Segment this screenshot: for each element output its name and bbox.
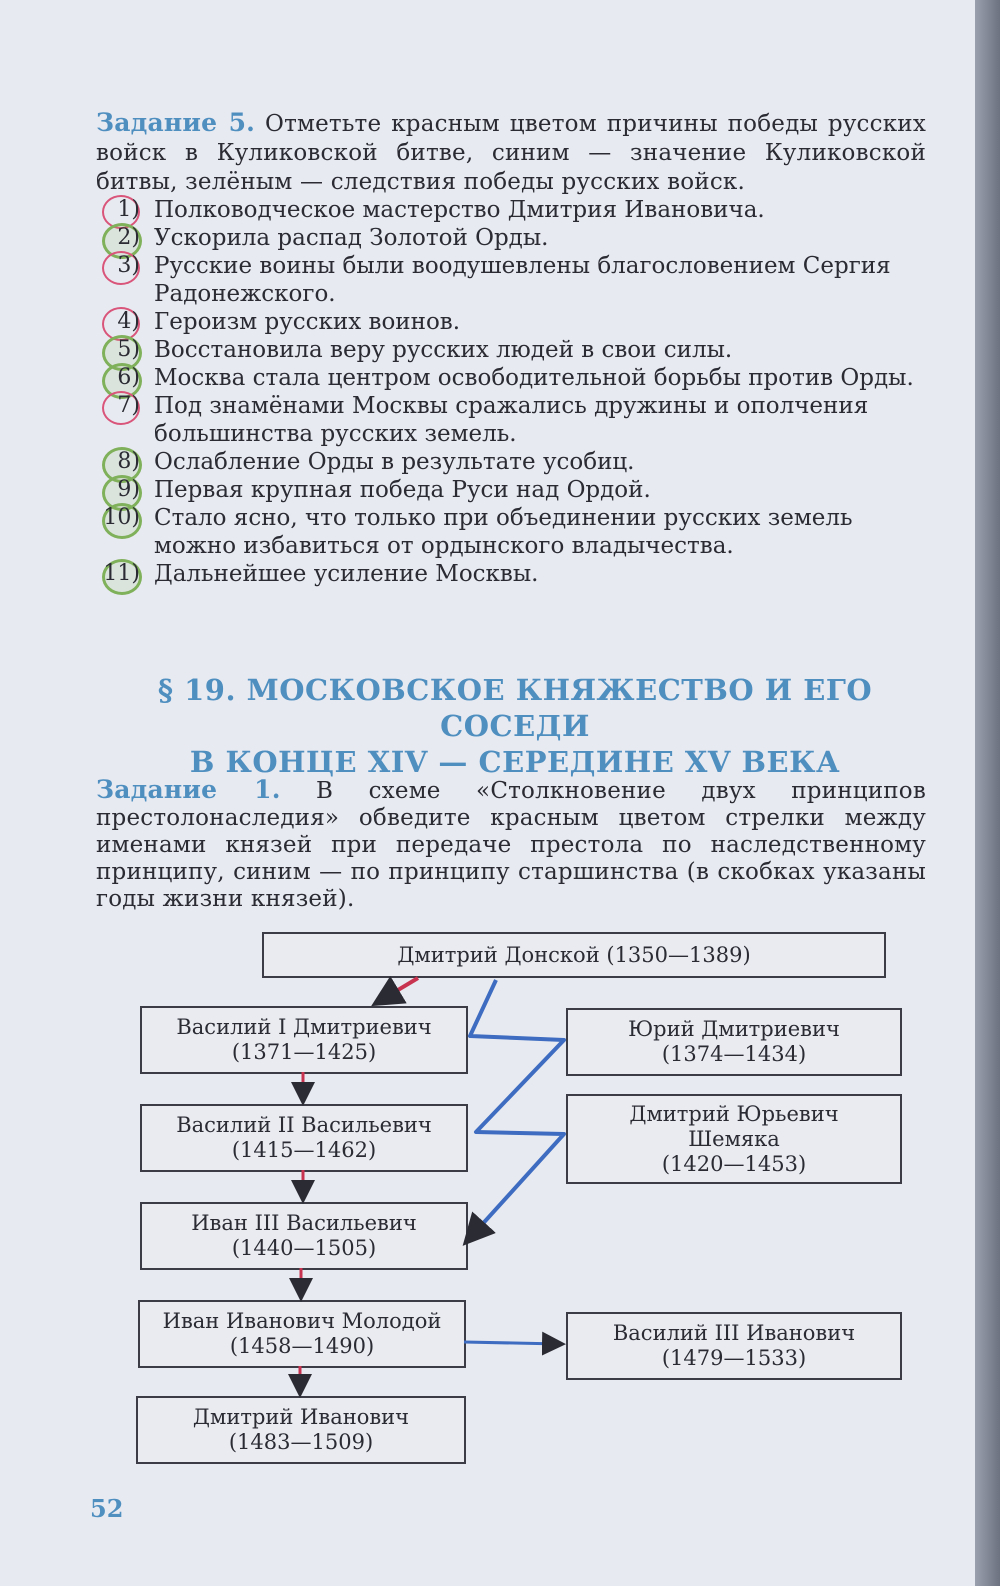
task1-text: В схеме «Столкновение двух принципов престолонаследия» обведите красным цветом стрелки между именами князей при передаче престола по наследственному принципу, синим — по принципу старшинства (в скобках указаны годы жизни князей). <box>96 778 926 912</box>
task5-item-text: Под знамёнами Москвы сражались дружины и ополчения большинства русских земель. <box>154 393 869 447</box>
task5-item-number: 7) <box>117 393 140 418</box>
task5-item-number: 2) <box>117 225 140 250</box>
task5-item-text: Героизм русских воинов. <box>154 309 461 335</box>
task5-item-number: 8) <box>117 449 140 474</box>
box-ivan3-years: (1440—1505) <box>231 1236 377 1260</box>
box-ivan-young-name: Иван Иванович Молодой <box>162 1309 442 1333</box>
box-ivan-young-years: (1458—1490) <box>229 1334 375 1358</box>
task5-item-text: Русские воины были воодушевлены благословением Сергия Радонежского. <box>154 253 891 307</box>
box-vasily1-years: (1371—1425) <box>231 1040 377 1064</box>
section-title-line1: § 19. МОСКОВСКОЕ КНЯЖЕСТВО И ЕГО СОСЕДИ <box>157 673 873 743</box>
task5-item-text: Ускорила распад Золотой Орды. <box>154 225 549 251</box>
box-vasily3-years: (1479—1533) <box>661 1346 807 1370</box>
box-dmitry-ivanovich-years: (1483—1509) <box>228 1430 374 1454</box>
arrow-ivan-young-vasily3 <box>464 1342 560 1344</box>
task5-item-text: Ослабление Орды в результате усобиц. <box>154 449 635 475</box>
box-yury-name: Юрий Дмитриевич <box>628 1017 840 1041</box>
task5-item-text: Дальнейшее усиление Москвы. <box>154 561 539 587</box>
box-dmitry-donskoy-name: Дмитрий Донской (1350—1389) <box>397 942 751 967</box>
task5-item-text: Стало ясно, что только при объединении русских земель можно избавиться от ордынского владычества. <box>154 505 853 559</box>
box-vasily1-name: Василий I Дмитриевич <box>176 1015 432 1039</box>
box-vasily3-name: Василий III Иванович <box>612 1321 856 1345</box>
task5-label: Задание 5. <box>96 108 256 137</box>
box-vasily2-name: Василий II Васильевич <box>176 1113 432 1137</box>
arrow-donskoy-vasily1 <box>378 978 418 1002</box>
box-dmitry-ivanovich-name: Дмитрий Иванович <box>192 1405 410 1429</box>
box-shemyaka-years: (1420—1453) <box>661 1151 807 1176</box>
task5-item-text: Москва стала центром освободительной борьбы против Орды. <box>154 365 914 391</box>
task5-item-number: 6) <box>117 365 140 390</box>
task5-item-number: 9) <box>117 477 140 502</box>
task5-item-number: 1) <box>117 197 140 222</box>
task5-item-number: 10) <box>103 505 140 530</box>
task5-item-text: Первая крупная победа Руси над Ордой. <box>154 477 651 503</box>
box-vasily2-years: (1415—1462) <box>231 1138 377 1162</box>
task5-text: Отметьте красным цветом причины победы русских войск в Куликовской битве, синим — значение Куликовской битвы, зелёным — следствия победы русских войск. <box>96 111 926 195</box>
task5-item-number: 3) <box>117 253 140 278</box>
box-yury-years: (1374—1434) <box>661 1042 807 1066</box>
page-number: 52 <box>90 1494 124 1523</box>
box-shemyaka-name: Дмитрий Юрьевич <box>629 1101 839 1126</box>
task5-item-number: 11) <box>103 561 140 586</box>
task5-item-text: Восстановила веру русских людей в свои силы. <box>154 337 733 363</box>
task5-item-number: 5) <box>117 337 140 362</box>
box-ivan3-name: Иван III Васильевич <box>191 1211 417 1235</box>
book-edge <box>975 0 1000 1586</box>
task1-label: Задание 1. <box>96 775 281 804</box>
task5-item-number: 4) <box>117 309 140 334</box>
task5-item-text: Полководческое мастерство Дмитрия Ивановича. <box>154 197 765 223</box>
arrow-blue-zigzag <box>468 980 564 1240</box>
section-title-line2: В КОНЦЕ XIV — СЕРЕДИНЕ XV ВЕКА <box>189 745 841 779</box>
box-shemyaka-name2: Шемяка <box>688 1126 780 1151</box>
